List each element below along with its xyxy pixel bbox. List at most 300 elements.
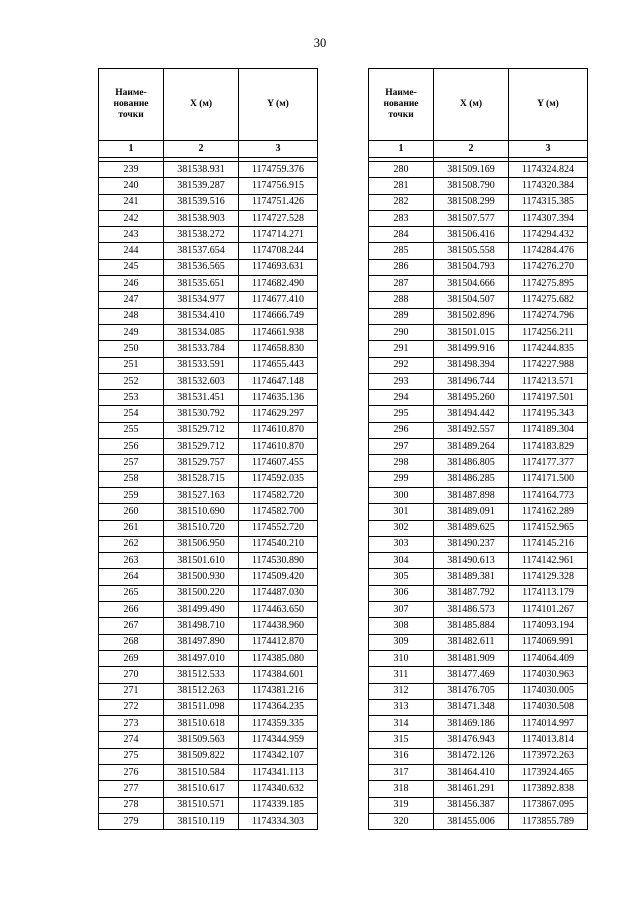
x-coordinate-cell: 381509.169 bbox=[434, 162, 509, 178]
table-row bbox=[369, 341, 588, 357]
table-row bbox=[99, 732, 318, 748]
x-coordinate-cell: 381461.291 bbox=[434, 781, 509, 797]
y-coordinate-cell: 1174666.749 bbox=[239, 308, 318, 324]
x-coordinate-cell: 381495.260 bbox=[434, 390, 509, 406]
y-coordinate-cell: 1174315.385 bbox=[509, 194, 588, 210]
point-name-cell: 276 bbox=[99, 764, 164, 780]
x-coordinate-cell: 381481.909 bbox=[434, 650, 509, 666]
x-coordinate-cell: 381534.410 bbox=[164, 308, 239, 324]
x-coordinate-cell: 381502.896 bbox=[434, 308, 509, 324]
column-number-row bbox=[99, 141, 318, 158]
y-coordinate-cell: 1174714.271 bbox=[239, 227, 318, 243]
x-coordinate-cell: 381486.573 bbox=[434, 602, 509, 618]
table-row bbox=[369, 813, 588, 829]
x-coordinate-cell: 381498.710 bbox=[164, 618, 239, 634]
column-number: 2 bbox=[434, 141, 509, 158]
x-coordinate-cell: 381510.584 bbox=[164, 764, 239, 780]
table-row bbox=[99, 716, 318, 732]
table-row bbox=[99, 667, 318, 683]
point-name-cell: 301 bbox=[369, 504, 434, 520]
y-coordinate-cell: 1174113.179 bbox=[509, 585, 588, 601]
table-row bbox=[369, 373, 588, 389]
x-coordinate-cell: 381535.651 bbox=[164, 276, 239, 292]
coordinates-table-left bbox=[98, 68, 318, 830]
x-coordinate-cell: 381533.591 bbox=[164, 357, 239, 373]
table-row bbox=[369, 210, 588, 226]
point-name-cell: 292 bbox=[369, 357, 434, 373]
point-name-cell: 299 bbox=[369, 471, 434, 487]
x-coordinate-cell: 381507.577 bbox=[434, 210, 509, 226]
column-number-row bbox=[369, 141, 588, 158]
point-name-cell: 319 bbox=[369, 797, 434, 813]
y-coordinate-cell: 1173972.263 bbox=[509, 748, 588, 764]
x-coordinate-cell: 381472.126 bbox=[434, 748, 509, 764]
x-header: X (м) bbox=[434, 69, 509, 141]
y-coordinate-cell: 1174030.005 bbox=[509, 683, 588, 699]
y-coordinate-cell: 1174275.682 bbox=[509, 292, 588, 308]
point-name-cell: 263 bbox=[99, 553, 164, 569]
point-name-cell: 270 bbox=[99, 667, 164, 683]
point-name-cell: 290 bbox=[369, 324, 434, 340]
x-coordinate-cell: 381538.903 bbox=[164, 210, 239, 226]
x-coordinate-cell: 381504.507 bbox=[434, 292, 509, 308]
y-coordinate-cell: 1174142.961 bbox=[509, 553, 588, 569]
table-row bbox=[369, 732, 588, 748]
table-row bbox=[99, 292, 318, 308]
coordinates-table-right bbox=[368, 68, 588, 830]
table-row bbox=[369, 536, 588, 552]
x-coordinate-cell: 381486.285 bbox=[434, 471, 509, 487]
y-coordinate-cell: 1174013.814 bbox=[509, 732, 588, 748]
point-name-cell: 287 bbox=[369, 276, 434, 292]
table-row bbox=[99, 748, 318, 764]
point-name-cell: 304 bbox=[369, 553, 434, 569]
point-name-cell: 317 bbox=[369, 764, 434, 780]
y-coordinate-cell: 1174540.210 bbox=[239, 536, 318, 552]
y-coordinate-cell: 1174274.796 bbox=[509, 308, 588, 324]
table-row bbox=[99, 324, 318, 340]
point-name-cell: 240 bbox=[99, 178, 164, 194]
y-coordinate-cell: 1174610.870 bbox=[239, 439, 318, 455]
table-row bbox=[369, 650, 588, 666]
x-coordinate-cell: 381476.943 bbox=[434, 732, 509, 748]
table-row bbox=[369, 553, 588, 569]
table-row bbox=[369, 308, 588, 324]
x-coordinate-cell: 381534.977 bbox=[164, 292, 239, 308]
x-coordinate-cell: 381500.220 bbox=[164, 585, 239, 601]
table-row bbox=[99, 504, 318, 520]
y-coordinate-cell: 1173892.838 bbox=[509, 781, 588, 797]
table-row bbox=[99, 341, 318, 357]
table-row bbox=[99, 308, 318, 324]
y-coordinate-cell: 1174487.030 bbox=[239, 585, 318, 601]
point-name-cell: 245 bbox=[99, 259, 164, 275]
table-row bbox=[99, 194, 318, 210]
table-row bbox=[369, 716, 588, 732]
point-name-cell: 246 bbox=[99, 276, 164, 292]
table-row bbox=[369, 194, 588, 210]
point-name-cell: 247 bbox=[99, 292, 164, 308]
y-coordinate-cell: 1174244.835 bbox=[509, 341, 588, 357]
x-coordinate-cell: 381497.010 bbox=[164, 650, 239, 666]
y-coordinate-cell: 1174014.997 bbox=[509, 716, 588, 732]
table-row bbox=[99, 536, 318, 552]
x-coordinate-cell: 381510.618 bbox=[164, 716, 239, 732]
x-coordinate-cell: 381490.237 bbox=[434, 536, 509, 552]
point-name-cell: 284 bbox=[369, 227, 434, 243]
x-coordinate-cell: 381539.516 bbox=[164, 194, 239, 210]
y-coordinate-cell: 1174708.244 bbox=[239, 243, 318, 259]
header-row bbox=[369, 69, 588, 141]
point-name-cell: 243 bbox=[99, 227, 164, 243]
point-name-cell: 277 bbox=[99, 781, 164, 797]
x-coordinate-cell: 381498.394 bbox=[434, 357, 509, 373]
y-coordinate-cell: 1174647.148 bbox=[239, 373, 318, 389]
point-name-cell: 262 bbox=[99, 536, 164, 552]
table-row bbox=[99, 781, 318, 797]
y-coordinate-cell: 1173867.095 bbox=[509, 797, 588, 813]
y-coordinate-cell: 1174213.571 bbox=[509, 373, 588, 389]
x-coordinate-cell: 381469.186 bbox=[434, 716, 509, 732]
point-name-cell: 265 bbox=[99, 585, 164, 601]
y-coordinate-cell: 1174341.113 bbox=[239, 764, 318, 780]
point-name-cell: 280 bbox=[369, 162, 434, 178]
table-row bbox=[369, 422, 588, 438]
point-name-cell: 242 bbox=[99, 210, 164, 226]
table-row bbox=[99, 797, 318, 813]
y-coordinate-cell: 1174342.107 bbox=[239, 748, 318, 764]
table-row bbox=[99, 227, 318, 243]
y-coordinate-cell: 1174320.384 bbox=[509, 178, 588, 194]
x-coordinate-cell: 381477.469 bbox=[434, 667, 509, 683]
point-name-cell: 256 bbox=[99, 439, 164, 455]
x-coordinate-cell: 381508.790 bbox=[434, 178, 509, 194]
x-coordinate-cell: 381504.793 bbox=[434, 259, 509, 275]
y-coordinate-cell: 1174324.824 bbox=[509, 162, 588, 178]
point-name-cell: 311 bbox=[369, 667, 434, 683]
page-number: 30 bbox=[313, 36, 327, 50]
y-coordinate-cell: 1174171.500 bbox=[509, 471, 588, 487]
y-coordinate-cell: 1174756.915 bbox=[239, 178, 318, 194]
y-coordinate-cell: 1174677.410 bbox=[239, 292, 318, 308]
x-coordinate-cell: 381537.654 bbox=[164, 243, 239, 259]
point-name-cell: 251 bbox=[99, 357, 164, 373]
y-coordinate-cell: 1174064.409 bbox=[509, 650, 588, 666]
x-coordinate-cell: 381497.890 bbox=[164, 634, 239, 650]
x-coordinate-cell: 381539.287 bbox=[164, 178, 239, 194]
point-name-cell: 241 bbox=[99, 194, 164, 210]
y-coordinate-cell: 1174177.377 bbox=[509, 455, 588, 471]
table-row bbox=[99, 487, 318, 503]
point-name-cell: 296 bbox=[369, 422, 434, 438]
table-row bbox=[369, 618, 588, 634]
table-row bbox=[99, 243, 318, 259]
y-coordinate-cell: 1174227.988 bbox=[509, 357, 588, 373]
x-coordinate-cell: 381492.557 bbox=[434, 422, 509, 438]
point-name-cell: 310 bbox=[369, 650, 434, 666]
x-coordinate-cell: 381487.792 bbox=[434, 585, 509, 601]
point-name-cell: 315 bbox=[369, 732, 434, 748]
x-coordinate-cell: 381509.822 bbox=[164, 748, 239, 764]
point-name-cell: 312 bbox=[369, 683, 434, 699]
point-name-cell: 259 bbox=[99, 487, 164, 503]
table-row bbox=[99, 373, 318, 389]
y-coordinate-cell: 1174307.394 bbox=[509, 210, 588, 226]
x-coordinate-cell: 381471.348 bbox=[434, 699, 509, 715]
table-row bbox=[99, 553, 318, 569]
table-row bbox=[369, 634, 588, 650]
table-row bbox=[99, 683, 318, 699]
point-name-cell: 269 bbox=[99, 650, 164, 666]
y-coordinate-cell: 1174340.632 bbox=[239, 781, 318, 797]
y-header: Y (м) bbox=[239, 69, 318, 141]
x-coordinate-cell: 381501.610 bbox=[164, 553, 239, 569]
y-coordinate-cell: 1174655.443 bbox=[239, 357, 318, 373]
point-name-cell: 300 bbox=[369, 487, 434, 503]
point-name-cell: 282 bbox=[369, 194, 434, 210]
x-coordinate-cell: 381489.625 bbox=[434, 520, 509, 536]
point-name-cell: 273 bbox=[99, 716, 164, 732]
y-coordinate-cell: 1174438.960 bbox=[239, 618, 318, 634]
point-name-cell: 302 bbox=[369, 520, 434, 536]
x-coordinate-cell: 381532.603 bbox=[164, 373, 239, 389]
table-row bbox=[99, 764, 318, 780]
x-coordinate-cell: 381530.792 bbox=[164, 406, 239, 422]
y-coordinate-cell: 1174381.216 bbox=[239, 683, 318, 699]
table-row bbox=[99, 406, 318, 422]
y-coordinate-cell: 1174276.270 bbox=[509, 259, 588, 275]
column-number: 3 bbox=[239, 141, 318, 158]
x-coordinate-cell: 381536.565 bbox=[164, 259, 239, 275]
point-name-cell: 316 bbox=[369, 748, 434, 764]
x-coordinate-cell: 381496.744 bbox=[434, 373, 509, 389]
point-name-cell: 272 bbox=[99, 699, 164, 715]
point-name-cell: 320 bbox=[369, 813, 434, 829]
y-coordinate-cell: 1173855.789 bbox=[509, 813, 588, 829]
y-coordinate-cell: 1174582.720 bbox=[239, 487, 318, 503]
y-coordinate-cell: 1174759.376 bbox=[239, 162, 318, 178]
x-coordinate-cell: 381531.451 bbox=[164, 390, 239, 406]
table-row bbox=[99, 813, 318, 829]
y-coordinate-cell: 1174463.650 bbox=[239, 602, 318, 618]
table-body bbox=[369, 162, 588, 830]
point-name-cell: 264 bbox=[99, 569, 164, 585]
point-name-cell: 255 bbox=[99, 422, 164, 438]
x-coordinate-cell: 381538.931 bbox=[164, 162, 239, 178]
y-coordinate-cell: 1174183.829 bbox=[509, 439, 588, 455]
y-coordinate-cell: 1174069.991 bbox=[509, 634, 588, 650]
table-row bbox=[369, 324, 588, 340]
table-row bbox=[369, 439, 588, 455]
x-header: X (м) bbox=[164, 69, 239, 141]
x-coordinate-cell: 381508.299 bbox=[434, 194, 509, 210]
table-row bbox=[369, 748, 588, 764]
x-coordinate-cell: 381489.381 bbox=[434, 569, 509, 585]
point-name-cell: 253 bbox=[99, 390, 164, 406]
table-row bbox=[369, 178, 588, 194]
point-name-cell: 289 bbox=[369, 308, 434, 324]
x-coordinate-cell: 381505.558 bbox=[434, 243, 509, 259]
point-name-cell: 303 bbox=[369, 536, 434, 552]
table-row bbox=[369, 569, 588, 585]
y-coordinate-cell: 1174412.870 bbox=[239, 634, 318, 650]
table-row bbox=[99, 439, 318, 455]
x-coordinate-cell: 381510.617 bbox=[164, 781, 239, 797]
table-row bbox=[99, 471, 318, 487]
x-coordinate-cell: 381485.884 bbox=[434, 618, 509, 634]
point-name-cell: 249 bbox=[99, 324, 164, 340]
table-row bbox=[99, 276, 318, 292]
y-coordinate-cell: 1174030.963 bbox=[509, 667, 588, 683]
x-coordinate-cell: 381527.163 bbox=[164, 487, 239, 503]
column-number: 1 bbox=[99, 141, 164, 158]
table-row bbox=[369, 667, 588, 683]
x-coordinate-cell: 381533.784 bbox=[164, 341, 239, 357]
x-coordinate-cell: 381506.416 bbox=[434, 227, 509, 243]
table-row bbox=[369, 162, 588, 178]
y-coordinate-cell: 1174385.080 bbox=[239, 650, 318, 666]
y-coordinate-cell: 1174582.700 bbox=[239, 504, 318, 520]
table-row bbox=[99, 259, 318, 275]
table-row bbox=[369, 471, 588, 487]
x-coordinate-cell: 381510.571 bbox=[164, 797, 239, 813]
y-coordinate-cell: 1174682.490 bbox=[239, 276, 318, 292]
y-coordinate-cell: 1173924.465 bbox=[509, 764, 588, 780]
point-name-cell: 313 bbox=[369, 699, 434, 715]
point-name-cell: 257 bbox=[99, 455, 164, 471]
point-name-cell: 244 bbox=[99, 243, 164, 259]
table-row bbox=[369, 781, 588, 797]
point-name-cell: 286 bbox=[369, 259, 434, 275]
table-row bbox=[99, 602, 318, 618]
point-name-cell: 293 bbox=[369, 373, 434, 389]
point-name-header: Наиме- нование точки bbox=[369, 69, 434, 141]
y-coordinate-cell: 1174693.631 bbox=[239, 259, 318, 275]
table-row bbox=[369, 504, 588, 520]
x-coordinate-cell: 381538.272 bbox=[164, 227, 239, 243]
y-coordinate-cell: 1174030.508 bbox=[509, 699, 588, 715]
y-coordinate-cell: 1174751.426 bbox=[239, 194, 318, 210]
table-row bbox=[369, 227, 588, 243]
y-coordinate-cell: 1174129.328 bbox=[509, 569, 588, 585]
y-coordinate-cell: 1174294.432 bbox=[509, 227, 588, 243]
table-row bbox=[369, 406, 588, 422]
y-coordinate-cell: 1174339.185 bbox=[239, 797, 318, 813]
header-row bbox=[99, 69, 318, 141]
point-name-cell: 285 bbox=[369, 243, 434, 259]
table-body bbox=[99, 162, 318, 830]
point-name-cell: 283 bbox=[369, 210, 434, 226]
y-coordinate-cell: 1174552.720 bbox=[239, 520, 318, 536]
x-coordinate-cell: 381529.712 bbox=[164, 439, 239, 455]
y-coordinate-cell: 1174364.235 bbox=[239, 699, 318, 715]
y-coordinate-cell: 1174162.289 bbox=[509, 504, 588, 520]
table-row bbox=[369, 520, 588, 536]
point-name-cell: 308 bbox=[369, 618, 434, 634]
point-name-cell: 275 bbox=[99, 748, 164, 764]
y-coordinate-cell: 1174152.965 bbox=[509, 520, 588, 536]
x-coordinate-cell: 381482.611 bbox=[434, 634, 509, 650]
point-name-cell: 250 bbox=[99, 341, 164, 357]
x-coordinate-cell: 381499.490 bbox=[164, 602, 239, 618]
table-row bbox=[99, 357, 318, 373]
point-name-cell: 305 bbox=[369, 569, 434, 585]
x-coordinate-cell: 381455.006 bbox=[434, 813, 509, 829]
table-row bbox=[369, 292, 588, 308]
y-coordinate-cell: 1174607.455 bbox=[239, 455, 318, 471]
x-coordinate-cell: 381512.533 bbox=[164, 667, 239, 683]
table-row bbox=[99, 699, 318, 715]
x-coordinate-cell: 381534.085 bbox=[164, 324, 239, 340]
point-name-cell: 309 bbox=[369, 634, 434, 650]
point-name-cell: 288 bbox=[369, 292, 434, 308]
table-row bbox=[369, 259, 588, 275]
y-coordinate-cell: 1174509.420 bbox=[239, 569, 318, 585]
y-coordinate-cell: 1174284.476 bbox=[509, 243, 588, 259]
x-coordinate-cell: 381490.613 bbox=[434, 553, 509, 569]
x-coordinate-cell: 381511.098 bbox=[164, 699, 239, 715]
table-row bbox=[369, 797, 588, 813]
point-name-cell: 298 bbox=[369, 455, 434, 471]
x-coordinate-cell: 381494.442 bbox=[434, 406, 509, 422]
table-row bbox=[369, 276, 588, 292]
table-row bbox=[369, 390, 588, 406]
point-name-cell: 239 bbox=[99, 162, 164, 178]
point-name-cell: 274 bbox=[99, 732, 164, 748]
table-row bbox=[99, 210, 318, 226]
table-row bbox=[369, 699, 588, 715]
y-coordinate-cell: 1174384.601 bbox=[239, 667, 318, 683]
table-row bbox=[99, 422, 318, 438]
point-name-cell: 291 bbox=[369, 341, 434, 357]
y-coordinate-cell: 1174658.830 bbox=[239, 341, 318, 357]
point-name-cell: 252 bbox=[99, 373, 164, 389]
table-row bbox=[99, 520, 318, 536]
y-coordinate-cell: 1174145.216 bbox=[509, 536, 588, 552]
x-coordinate-cell: 381501.015 bbox=[434, 324, 509, 340]
point-name-cell: 254 bbox=[99, 406, 164, 422]
y-coordinate-cell: 1174275.895 bbox=[509, 276, 588, 292]
point-name-cell: 248 bbox=[99, 308, 164, 324]
x-coordinate-cell: 381464.410 bbox=[434, 764, 509, 780]
point-name-header: Наиме- нование точки bbox=[99, 69, 164, 141]
x-coordinate-cell: 381489.091 bbox=[434, 504, 509, 520]
point-name-cell: 268 bbox=[99, 634, 164, 650]
point-name-cell: 278 bbox=[99, 797, 164, 813]
y-coordinate-cell: 1174592.035 bbox=[239, 471, 318, 487]
point-name-cell: 258 bbox=[99, 471, 164, 487]
x-coordinate-cell: 381529.712 bbox=[164, 422, 239, 438]
point-name-cell: 307 bbox=[369, 602, 434, 618]
table-row bbox=[369, 602, 588, 618]
point-name-cell: 271 bbox=[99, 683, 164, 699]
y-coordinate-cell: 1174197.501 bbox=[509, 390, 588, 406]
point-name-cell: 266 bbox=[99, 602, 164, 618]
y-coordinate-cell: 1174101.267 bbox=[509, 602, 588, 618]
point-name-cell: 314 bbox=[369, 716, 434, 732]
table-row bbox=[99, 585, 318, 601]
y-coordinate-cell: 1174530.890 bbox=[239, 553, 318, 569]
x-coordinate-cell: 381500.930 bbox=[164, 569, 239, 585]
point-name-cell: 267 bbox=[99, 618, 164, 634]
table-row bbox=[99, 455, 318, 471]
x-coordinate-cell: 381499.916 bbox=[434, 341, 509, 357]
y-coordinate-cell: 1174635.136 bbox=[239, 390, 318, 406]
x-coordinate-cell: 381528.715 bbox=[164, 471, 239, 487]
y-coordinate-cell: 1174093.194 bbox=[509, 618, 588, 634]
y-coordinate-cell: 1174189.304 bbox=[509, 422, 588, 438]
y-coordinate-cell: 1174334.303 bbox=[239, 813, 318, 829]
